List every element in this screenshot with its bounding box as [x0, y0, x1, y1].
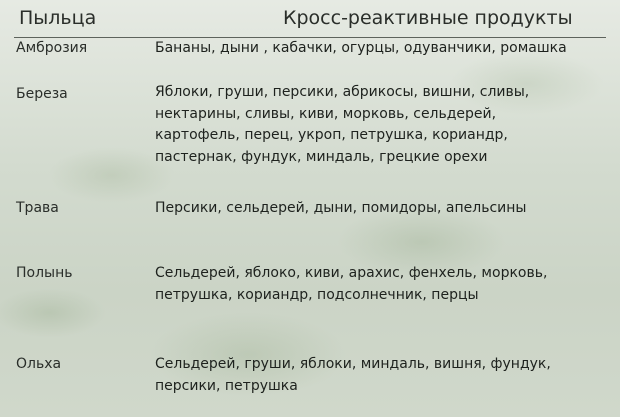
product-line: петрушка, кориандр, подсолнечник, перцы: [155, 286, 479, 303]
pollen-name: Ольха: [16, 356, 62, 372]
pollen-name: Трава: [16, 200, 59, 216]
product-line: Персики, сельдерей, дыни, помидоры, апельсины: [155, 200, 527, 216]
cross-products: [155, 38, 610, 60]
product-line: Яблоки, груши, персики, абрикосы, вишни, сливы,: [155, 84, 530, 100]
product-line: картофель, перец, укроп, петрушка, кориандр,: [155, 127, 508, 143]
cross-products: [155, 263, 610, 306]
product-line: нектарины, сливы, киви, морковь, сельдерей,: [155, 105, 497, 122]
cross-products: [155, 198, 610, 220]
header-products: Кросс-реактивные продукты: [283, 7, 573, 29]
header-pollen: Пыльца: [19, 7, 97, 29]
pollen-name: Амброзия: [16, 40, 88, 56]
product-line: пастернак, фундук, миндаль, грецкие орехи: [155, 148, 488, 165]
product-line: Бананы, дыни , кабачки, огурцы, одуванчики, ромашка: [155, 40, 567, 56]
pollen-name: Полынь: [16, 265, 73, 281]
pollen-name: Береза: [16, 86, 68, 102]
product-line: Сельдерей, яблоко, киви, арахис, фенхель, морковь,: [155, 265, 548, 281]
product-line: Сельдерей, груши, яблоки, миндаль, вишня, фундук,: [155, 356, 551, 372]
product-line: персики, петрушка: [155, 377, 298, 394]
cross-products: [155, 82, 610, 168]
cross-products: [155, 354, 610, 397]
